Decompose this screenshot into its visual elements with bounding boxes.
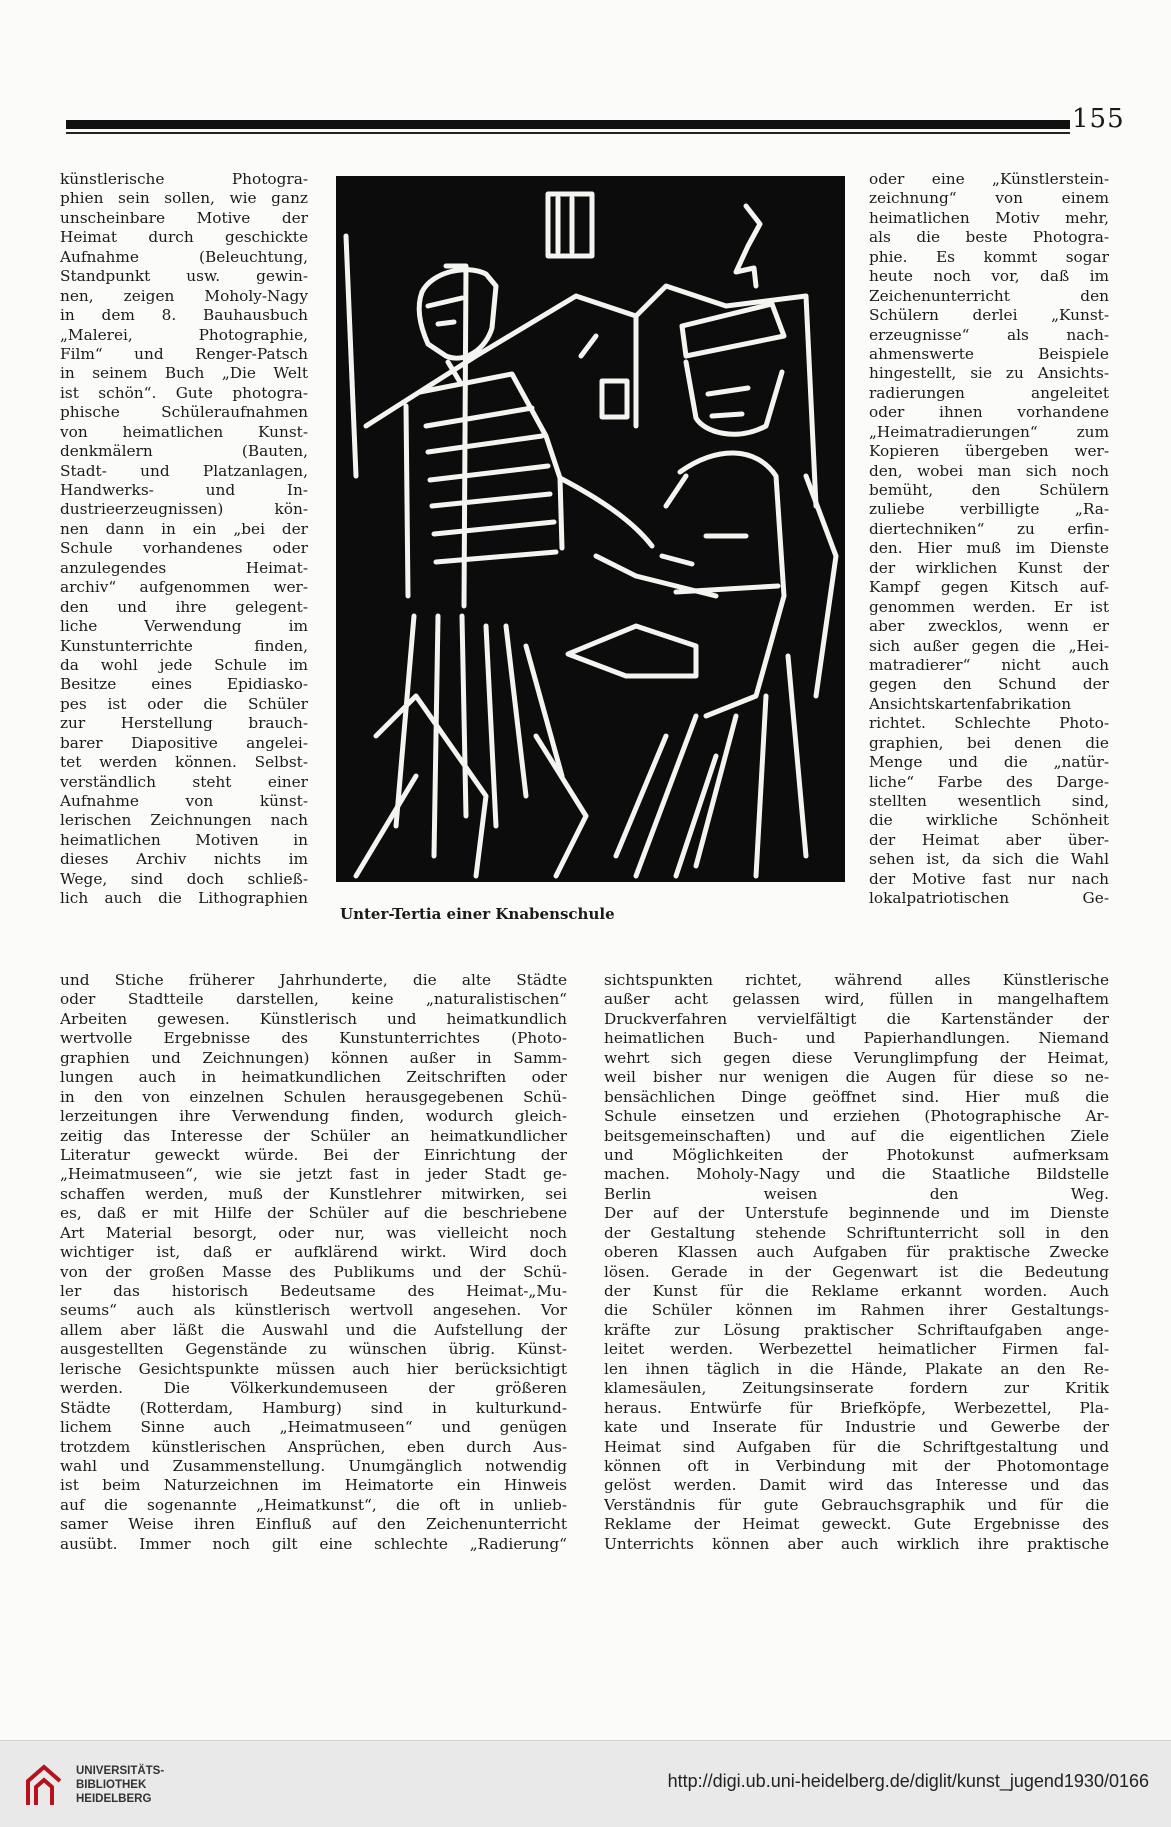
text-line: denkmälern (Bauten, bbox=[60, 442, 308, 461]
text-line: lungen auch in heimatkundlichen Zeitschriften oder bbox=[60, 1068, 567, 1087]
text-line: von heimatlichen Kunst- bbox=[60, 422, 308, 441]
text-line: Der auf der Unterstufe beginnende und im Dienste bbox=[604, 1204, 1109, 1223]
text-line: die Schüler können im Rahmen ihrer Gestaltungs- bbox=[604, 1301, 1109, 1320]
text-line: wertvolle Ergebnisse des Kunstunterrichtes (Photo- bbox=[60, 1029, 567, 1048]
text-line: der Heimat aber über- bbox=[869, 830, 1109, 849]
text-line: lösen. Gerade in der Gegenwart ist die Bedeutung bbox=[604, 1262, 1109, 1281]
text-line: werden. Die Völkerkundemuseen der größeren bbox=[60, 1379, 567, 1398]
text-line: Wege, sind doch schließ- bbox=[60, 869, 308, 888]
text-line: wichtiger ist, daß er aufklärend wirkt. Wird doch bbox=[60, 1243, 567, 1262]
text-line: Handwerks- und In- bbox=[60, 481, 308, 499]
text-line: Aufnahme (Beleuchtung, bbox=[60, 247, 308, 266]
library-name-line1: UNIVERSITÄTS- bbox=[76, 1765, 165, 1777]
text-line: Reklame der Heimat geweckt. Gute Ergebnisse des bbox=[604, 1515, 1109, 1534]
library-name-line2: BIBLIOTHEK bbox=[76, 1779, 147, 1791]
source-url[interactable]: http://digi.ub.uni-heidelberg.de/diglit/kunst_jugend1930/0166 bbox=[667, 1771, 1149, 1791]
text-line: kate und Inserate für Industrie und Gewerbe der bbox=[604, 1418, 1109, 1437]
text-line: oder ihnen vorhandene bbox=[869, 403, 1109, 422]
text-line: Schule einsetzen und erziehen (Photographische Ar- bbox=[604, 1107, 1109, 1126]
text-line: der Motive fast nur nach bbox=[869, 869, 1109, 888]
text-line: graphien und Zeichnungen) können außer in Samm- bbox=[60, 1048, 567, 1067]
text-line: Aufnahme von künst- bbox=[60, 792, 308, 810]
text-line: Kunstunterrichte finden, bbox=[60, 636, 308, 655]
text-line: heraus. Entwürfe für Briefköpfe, Werbezettel, Pla- bbox=[604, 1398, 1109, 1417]
column-left-bottom bbox=[60, 971, 567, 1554]
text-line: Heimat sind Aufgaben für die Schriftgestaltung und bbox=[604, 1437, 1109, 1456]
text-line: zeitig das Interesse der Schüler an heimatkundlicher bbox=[60, 1126, 567, 1145]
text-line: künstlerische Photogra- bbox=[60, 170, 308, 188]
library-footer bbox=[0, 1740, 1171, 1827]
text-line: graphien, bei denen die bbox=[869, 733, 1109, 752]
woodcut-illustration bbox=[336, 176, 845, 882]
text-line: sichtspunkten richtet, während alles Künstlerische bbox=[604, 971, 1109, 989]
text-line: die wirkliche Schönheit bbox=[869, 811, 1109, 830]
text-line: klamesäulen, Zeitungsinserate fordern zur Kritik bbox=[604, 1379, 1109, 1398]
text-line: allem aber läßt die Auswahl und die Aufstellung der bbox=[60, 1320, 567, 1339]
text-line: pes ist oder die Schüler bbox=[60, 694, 308, 713]
text-line: kräfte zur Lösung praktischer Schriftaufgaben ange- bbox=[604, 1320, 1109, 1339]
text-line: ler das historisch Bedeutsame des Heimat-„Mu- bbox=[60, 1282, 567, 1300]
text-line: in seinem Buch „Die Welt bbox=[60, 364, 308, 383]
page-number: 155 bbox=[1072, 104, 1125, 134]
text-line: Schülern derlei „Kunst- bbox=[869, 306, 1109, 325]
text-line: den und ihre gelegent- bbox=[60, 597, 308, 616]
text-line: wehrt sich gegen diese Verunglimpfung der Heimat, bbox=[604, 1048, 1109, 1067]
text-line: beitsgemeinschaften) und auf die eigentlichen Ziele bbox=[604, 1126, 1109, 1145]
text-line: samer Weise ihren Einfluß auf den Zeichenunterricht bbox=[60, 1515, 567, 1534]
text-line: Kampf gegen Kitsch auf- bbox=[869, 578, 1109, 597]
text-line: der wirklichen Kunst der bbox=[869, 558, 1109, 577]
text-line: Menge und die „natür- bbox=[869, 753, 1109, 772]
figure-caption: Unter-Tertia einer Knabenschule bbox=[340, 905, 615, 923]
text-line: tet werden können. Selbst- bbox=[60, 753, 308, 772]
text-line: schaffen werden, muß der Kunstlehrer mitwirken, sei bbox=[60, 1184, 567, 1203]
text-line: sich außer gegen die „Hei- bbox=[869, 636, 1109, 655]
text-line: dustrieerzeugnissen) kön- bbox=[60, 500, 308, 519]
text-line: radierungen angeleitet bbox=[869, 383, 1109, 402]
text-line: lerischen Zeichnungen nach bbox=[60, 811, 308, 830]
text-line: Zeichenunterricht den bbox=[869, 286, 1109, 305]
text-line: phien sein sollen, wie ganz bbox=[60, 189, 308, 208]
text-line: „Malerei, Photographie, bbox=[60, 325, 308, 344]
text-line: Ansichtskartenfabrikation bbox=[869, 694, 1072, 713]
text-line: Verständnis für gute Gebrauchsgraphik und für die bbox=[604, 1495, 1109, 1514]
text-line: verständlich steht einer bbox=[60, 772, 308, 791]
text-line: erzeugnisse“ als nach- bbox=[869, 325, 1109, 344]
text-line: den. Hier muß im Dienste bbox=[869, 539, 1109, 558]
text-line: ausübt. Immer noch gilt eine schlechte „Radierung“ bbox=[60, 1534, 567, 1553]
text-line: zuliebe verbilligte „Ra- bbox=[869, 500, 1109, 519]
text-line: bensächlichen Dinge geöffnet sind. Hier muß die bbox=[604, 1087, 1109, 1106]
text-line: hingestellt, sie zu Ansichts- bbox=[869, 364, 1109, 383]
text-line: trotzdem künstlerischen Ansprüchen, eben durch Aus- bbox=[60, 1437, 567, 1456]
text-line: Standpunkt usw. gewin- bbox=[60, 267, 308, 286]
text-line: Arbeiten gewesen. Künstlerisch und heimatkundlich bbox=[60, 1009, 567, 1028]
text-line: leitet werden. Werbezettel heimatlicher Firmen fal- bbox=[604, 1340, 1109, 1359]
text-line: heimatlichen Motiv mehr, bbox=[869, 208, 1109, 227]
text-line: nen dann in ein „bei der bbox=[60, 519, 308, 538]
text-line: Berlin weisen den Weg. bbox=[604, 1184, 1109, 1203]
text-line: Heimat durch geschickte bbox=[60, 228, 308, 247]
text-line: Kopieren übergeben wer- bbox=[869, 442, 1109, 461]
text-line: len ihnen täglich in die Hände, Plakate an den Re- bbox=[604, 1359, 1109, 1378]
text-line: machen. Moholy-Nagy und die Staatliche Bildstelle bbox=[604, 1165, 1109, 1184]
text-line: stellten wesentlich sind, bbox=[869, 792, 1109, 810]
text-line: phische Schüleraufnahmen bbox=[60, 403, 308, 422]
text-line: archiv“ aufgenommen wer- bbox=[60, 578, 308, 597]
text-line: der Kunst für die Reklame erkannt worden. Auch bbox=[604, 1282, 1109, 1300]
text-line: Besitze eines Epidiasko- bbox=[60, 675, 308, 694]
text-line: heimatlichen Motiven in bbox=[60, 830, 308, 849]
text-line: matradierer“ nicht auch bbox=[869, 655, 1109, 674]
text-line: da wohl jede Schule im bbox=[60, 655, 308, 674]
text-line: gelöst werden. Damit wird das Interesse und das bbox=[604, 1476, 1109, 1495]
text-line: gegen den Schund der bbox=[869, 675, 1109, 694]
library-name-line3: HEIDELBERG bbox=[76, 1793, 152, 1805]
text-line: in dem 8. Bauhausbuch bbox=[60, 306, 308, 325]
text-line: Stadt- und Platzanlagen, bbox=[60, 461, 308, 480]
text-line: Literatur geweckt würde. Bei der Einrichtung der bbox=[60, 1145, 567, 1164]
text-line: phie. Es kommt sogar bbox=[869, 247, 1109, 266]
library-name[interactable] bbox=[76, 1764, 164, 1806]
text-line: „Heimatmuseen“, wie sie jetzt fast in jeder Stadt ge- bbox=[60, 1165, 567, 1184]
column-left-top bbox=[60, 170, 308, 909]
text-line: als die beste Photogra- bbox=[869, 228, 1109, 247]
text-line: außer acht gelassen wird, füllen in mangelhaftem bbox=[604, 990, 1109, 1009]
text-line: oder eine „Künstlerstein- bbox=[869, 170, 1109, 188]
text-line: Art Material besorgt, oder nur, was vielleicht noch bbox=[60, 1223, 567, 1242]
text-line: ausgestellten Gegenstände zu wünschen übrig. Künst- bbox=[60, 1340, 567, 1359]
column-right-bottom bbox=[604, 971, 1109, 1554]
text-line: Schule vorhandenes oder bbox=[60, 539, 308, 558]
text-line: „Heimatradierungen“ zum bbox=[869, 422, 1109, 441]
text-line: liche Verwendung im bbox=[60, 617, 308, 636]
text-line: richtet. Schlechte Photo- bbox=[869, 714, 1109, 733]
text-line: oberen Klassen auch Aufgaben für praktische Zwecke bbox=[604, 1243, 1109, 1262]
text-line: Druckverfahren vervielfältigt die Kartenständer der bbox=[604, 1009, 1109, 1028]
text-line: in den von einzelnen Schulen herausgegebenen Schü- bbox=[60, 1087, 567, 1106]
text-line: lerzeitungen ihre Verwendung finden, wodurch gleich- bbox=[60, 1107, 567, 1126]
text-line: zur Herstellung brauch- bbox=[60, 714, 308, 733]
text-line: nen, zeigen Moholy-Nagy bbox=[60, 286, 308, 305]
text-line: es, daß er mit Hilfe der Schüler auf die beschriebene bbox=[60, 1204, 567, 1223]
text-line: Städte (Rotterdam, Hamburg) sind in kulturkund- bbox=[60, 1398, 567, 1417]
text-line: ahmenswerte Beispiele bbox=[869, 344, 1109, 363]
text-line: und Möglichkeiten der Photokunst aufmerksam bbox=[604, 1145, 1109, 1164]
text-line: unscheinbare Motive der bbox=[60, 208, 308, 227]
header-rule-thick bbox=[66, 120, 1070, 129]
text-line: heimatlichen Buch- und Papierhandlungen. Niemand bbox=[604, 1029, 1109, 1048]
text-line: auf die sogenannte „Heimatkunst“, die oft in unlieb- bbox=[60, 1495, 567, 1514]
text-line: Unterrichts können aber auch wirklich ihre praktische bbox=[604, 1534, 1109, 1553]
text-line: ist schön“. Gute photogra- bbox=[60, 383, 308, 402]
text-line: und Stiche früherer Jahrhunderte, die alte Städte bbox=[60, 971, 567, 989]
text-line: lichem Sinne auch „Heimatmuseen“ und genügen bbox=[60, 1418, 567, 1437]
text-line: Film“ und Renger-Patsch bbox=[60, 344, 308, 363]
text-line: ist beim Naturzeichnen im Heimatorte ein Hinweis bbox=[60, 1476, 567, 1495]
text-line: lokalpatriotischen Ge- bbox=[869, 889, 1109, 908]
text-line: barer Diapositive angelei- bbox=[60, 733, 308, 752]
column-right-top bbox=[869, 170, 1109, 909]
text-line: lerische Gesichtspunkte müssen auch hier berücksichtigt bbox=[60, 1359, 567, 1378]
text-line: lich auch die Lithographien bbox=[60, 889, 308, 908]
woodcut-image bbox=[336, 176, 845, 882]
text-line: liche“ Farbe des Darge- bbox=[869, 772, 1109, 791]
library-logo-icon[interactable] bbox=[22, 1761, 66, 1809]
text-line: der Gestaltung stehende Schriftunterricht soll in den bbox=[604, 1223, 1109, 1242]
text-line: sehen ist, da sich die Wahl bbox=[869, 850, 1109, 869]
text-line: anzulegendes Heimat- bbox=[60, 558, 308, 577]
text-line: weil bisher nur wenigen die Augen für diese so ne- bbox=[604, 1068, 1109, 1087]
text-line: den, wobei man sich noch bbox=[869, 461, 1109, 480]
header-rule-thin bbox=[66, 132, 1070, 134]
text-line: wahl und Zusammenstellung. Unumgänglich notwendig bbox=[60, 1456, 567, 1475]
text-line: oder Stadtteile darstellen, keine „naturalistischen“ bbox=[60, 990, 567, 1009]
text-line: seums“ auch als künstlerisch wertvoll angesehen. Vor bbox=[60, 1301, 567, 1320]
text-line: können oft in Verbindung mit der Photomontage bbox=[604, 1456, 1109, 1475]
text-line: zeichnung“ von einem bbox=[869, 189, 1109, 208]
text-line: von der großen Masse des Publikums und der Schü- bbox=[60, 1262, 567, 1281]
text-line: heute noch vor, daß im bbox=[869, 267, 1109, 286]
text-line: aber zwecklos, wenn er bbox=[869, 617, 1109, 636]
text-line: dieses Archiv nichts im bbox=[60, 850, 308, 869]
text-line: bemüht, den Schülern bbox=[869, 481, 1109, 499]
text-line: diertechniken“ zu erfin- bbox=[869, 519, 1109, 538]
text-line: genommen werden. Er ist bbox=[869, 597, 1109, 616]
